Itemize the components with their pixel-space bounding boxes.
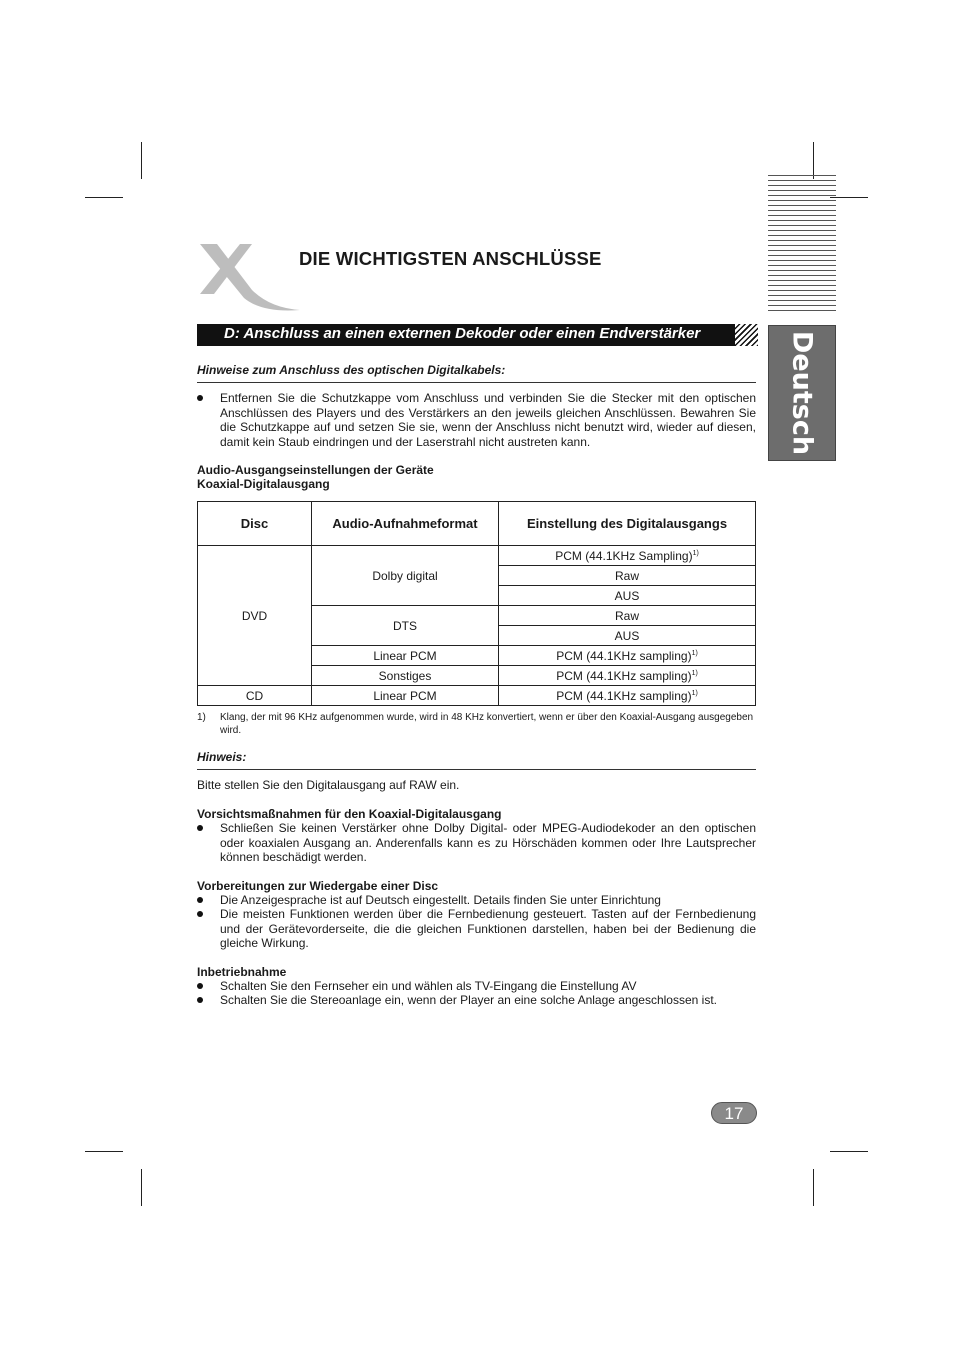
startup-bullet-2: Schalten Sie die Stereoanlage ein, wenn der Player an eine solche Anlage angeschlossen ist. (220, 993, 717, 1007)
preparation-heading: Vorbereitungen zur Wiedergabe einer Disc (197, 879, 439, 893)
startup-heading: Inbetriebnahme (197, 965, 287, 979)
crop-mark (141, 142, 142, 179)
optical-bullet-text: Entfernen Sie die Schutzkappe vom Anschluss und verbinden Sie die Stecker mit den optischen Anschlüssen des Players und des Verstärkers an den jeweils gleichen Anschlüssen. Bewahren Sie die Schutzkappe auf und setzen Sie sie, wenn der Anschluss nicht benutzt wird, wieder auf diesen, damit kein Staub eindringen und der Laserstrahl nicht austreten kann. (220, 391, 756, 449)
bullet-icon (197, 897, 203, 903)
format-cell: Dolby digital (312, 546, 499, 606)
crop-mark (813, 1169, 814, 1206)
table-header-cell: Disc (198, 502, 312, 546)
note-heading: Hinweis: (197, 750, 247, 764)
table-header-cell: Einstellung des Digitalausgangs (499, 502, 756, 546)
bullet-icon (197, 825, 203, 831)
language-tab (768, 325, 836, 461)
bullet-icon (197, 983, 203, 989)
setting-cell: AUS (499, 586, 756, 606)
bullet-icon (197, 911, 203, 917)
startup-bullet-1: Schalten Sie den Fernseher ein und wählen als TV-Eingang die Einstellung AV (220, 979, 637, 993)
crop-mark (85, 197, 123, 198)
setting-cell: PCM (44.1KHz sampling)$^{1)}$ (499, 666, 756, 686)
section-header-bar (197, 324, 735, 346)
crop-mark (830, 197, 868, 198)
audio-settings-heading: Audio-Ausgangseinstellungen der Geräte (197, 463, 434, 477)
precautions-heading: Vorsichtsmaßnahmen für den Koaxial-Digitalausgang (197, 807, 502, 821)
format-cell: DTS (312, 606, 499, 646)
crop-mark (85, 1151, 123, 1152)
format-cell: Linear PCM (312, 646, 499, 666)
disc-cell: CD (198, 686, 312, 706)
setting-cell: PCM (44.1KHz sampling)$^{1)}$ (499, 686, 756, 706)
table-header-row (198, 502, 756, 546)
precautions-bullet-text: Schließen Sie keinen Verstärker ohne Dolby Digital- oder MPEG-Audiodekoder an den optischen oder koaxialen Ausgang an. Anderenfalls kann es zu Hörschäden kommen oder Ihre Lautsprecher können beschädigt werden. (220, 821, 756, 864)
table-row (198, 546, 756, 566)
optical-heading: Hinweise zum Anschluss des optischen Digitalkabels: (197, 363, 506, 377)
page-title: DIE WICHTIGSTEN ANSCHLÜSSE (299, 248, 602, 269)
section-title: D: Anschluss an einen externen Dekoder oder einen Endverstärker (224, 325, 701, 342)
bullet-icon (197, 395, 203, 401)
format-cell: Sonstiges (312, 666, 499, 686)
page-number: 17 (724, 1104, 744, 1123)
bullet-icon (197, 997, 203, 1003)
brand-logo-icon (196, 242, 302, 314)
setting-cell: Raw (499, 566, 756, 586)
divider (197, 382, 756, 383)
crop-mark (141, 1169, 142, 1206)
footnote-text: Klang, der mit 96 KHz aufgenommen wurde, wird in 48 KHz konvertiert, wenn er über den Koaxial-Ausgang ausgegeben wird. (220, 712, 754, 736)
setting-cell: PCM (44.1KHz sampling)$^{1)}$ (499, 646, 756, 666)
language-tab-label: Deutsch (786, 330, 818, 456)
coax-output-heading: Koaxial-Digitalausgang (197, 477, 330, 491)
table-row (198, 686, 756, 706)
crop-mark (830, 1151, 868, 1152)
setting-cell: AUS (499, 626, 756, 646)
note-text: Bitte stellen Sie den Digitalausgang auf RAW ein. (197, 778, 460, 792)
section-hatch (733, 324, 758, 346)
audio-output-table (197, 501, 756, 706)
page-number-badge (711, 1102, 757, 1124)
divider (197, 769, 756, 770)
setting-cell: Raw (499, 606, 756, 626)
preparation-bullet-2: Die meisten Funktionen werden über die Fernbedienung gesteuert. Tasten auf der Fernbedienung und der Gerätevorderseite, die die gleichen Funktionen darstellen, haben bei der Bedienung die gleiche Wirkung. (220, 907, 756, 950)
format-cell: Linear PCM (312, 686, 499, 706)
setting-cell: PCM (44.1KHz Sampling)$^{1)}$ (499, 546, 756, 566)
footnote-marker: 1) (197, 712, 206, 723)
table-header-cell: Audio-Aufnahmeformat (312, 502, 499, 546)
crop-mark (813, 142, 814, 179)
preparation-bullet-1: Die Anzeigesprache ist auf Deutsch eingestellt. Details finden Sie unter Einrichtung (220, 893, 661, 907)
disc-cell: DVD (198, 546, 312, 686)
